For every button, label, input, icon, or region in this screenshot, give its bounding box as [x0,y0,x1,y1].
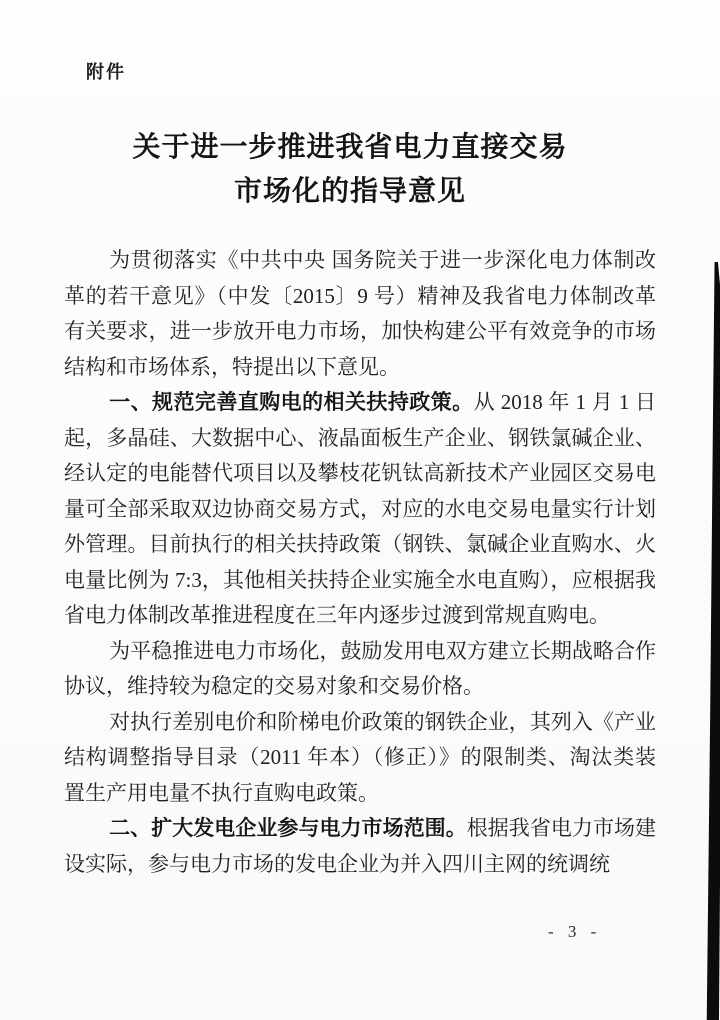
section-1-text: 从 2018 年 1 月 1 日起，多晶硅、大数据中心、液晶面板生产企业、钢铁氯碱企业、经认定的电能替代项目以及攀枝花钒钛高新技术产业园区交易电量可全部采取双边协商交易方式，对应的水电交易电量实行计划外管理。目前执行的相关扶持政策（钢铁、氯碱企业直购水、火电量比例为 7:3，其他相关扶持企业实施全水电直购），应根据我省电力体制改革推进程度在三年内逐步过渡到常规直购电。 [64,390,657,627]
paragraph-intro [64,243,656,385]
paragraph-steel-policy-text: 对执行差别电价和阶梯电价政策的钢铁企业，其列入《产业结构调整指导目录（2011 年本）（修正）》的限制类、淘汰类装置生产用电量不执行直购电政策。 [64,709,656,805]
document-title-line1: 关于进一步推进我省电力直接交易 [132,132,568,163]
scan-edge-artifact [703,262,720,1020]
paragraph-section-1 [64,385,656,634]
paragraph-steel-policy [64,705,656,812]
section-2-text: 根据我省电力市场建设实际，参与电力市场的发电企业为并入四川主网的统调统 [64,816,657,876]
document-body [64,243,656,882]
section-1-heading: 一、规范完善直购电的相关扶持政策。 [109,391,474,414]
paragraph-section-2 [64,811,656,882]
page-number: - 3 - [548,922,602,941]
document-title [0,126,700,214]
paragraph-stability [64,634,656,705]
paragraph-stability-text: 为平稳推进电力市场化，鼓励发用电双方建立长期战略合作协议，维持较为稳定的交易对象和交易价格。 [64,638,656,698]
document-title-line2: 市场化的指导意见 [233,176,466,207]
paragraph-intro-text: 为贯彻落实《中共中央 国务院关于进一步深化电力体制改革的若干意见》（中发〔2015〕9 号）精神及我省电力体制改革有关要求，进一步放开电力市场，加快构建公平有效竞争的市场结构和市场体系，特提出以下意见。 [64,248,656,379]
attachment-label: 附件 [86,62,126,82]
section-2-heading: 二、扩大发电企业参与电力市场范围。 [109,817,467,840]
